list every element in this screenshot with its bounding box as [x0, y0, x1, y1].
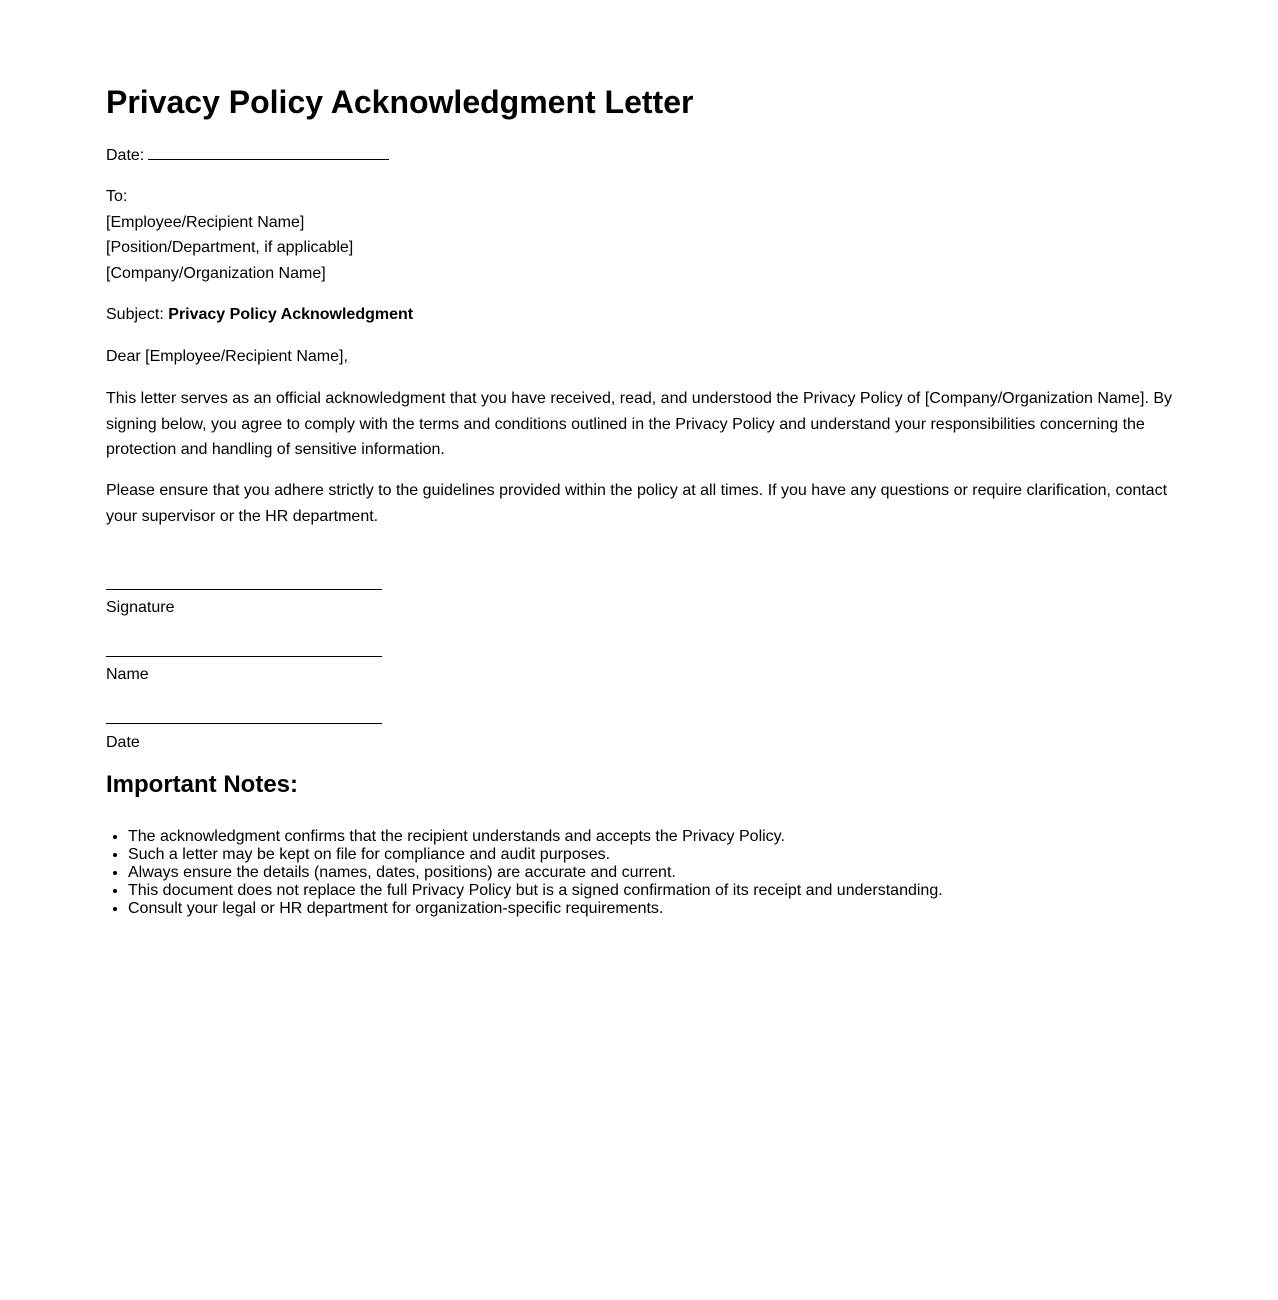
to-label: To: [106, 188, 128, 205]
page-title: Privacy Policy Acknowledgment Letter [106, 84, 694, 120]
notes-heading: Important Notes: [106, 771, 298, 798]
date-line [106, 144, 389, 166]
date-blank-line [148, 144, 389, 160]
list-item: • Consult your legal or HR department for organization-specific requirements. [128, 900, 943, 918]
body-paragraph-1: This letter serves as an official acknowledgment that you have received, read, and understood the Privacy Policy of [Company/Organization Name]. By signing below, you agree to comply with the terms and conditions outlined in the Privacy Policy and understand your responsibilities concerning the protection and handling of sensitive information. [106, 390, 1173, 459]
recipient-block [106, 184, 353, 286]
salutation: Dear [Employee/Recipient Name], [106, 348, 348, 365]
list-item: • This document does not replace the full Privacy Policy but is a signed confirmation of its receipt and understanding. [128, 882, 943, 900]
date-label: Date: [106, 147, 145, 164]
subject-label: Subject: [106, 306, 164, 323]
body-paragraph-2: Please ensure that you adhere strictly to the guidelines provided within the policy at all times. If you have any questions or require clarification, contact your supervisor or the HR department. [106, 482, 1168, 525]
subject-line [106, 302, 413, 328]
name-label: Name [106, 666, 149, 683]
name-blank-line [106, 656, 382, 657]
notes-list [106, 828, 943, 918]
recipient-name: [Employee/Recipient Name] [106, 213, 305, 231]
list-item: • Always ensure the details (names, dates, positions) are accurate and current. [128, 864, 943, 882]
list-item: • Such a letter may be kept on file for compliance and audit purposes. [128, 846, 943, 864]
subject-text: Privacy Policy Acknowledgment [168, 306, 414, 323]
recipient-company: [Company/Organization Name] [106, 264, 326, 282]
sign-date-label: Date [106, 734, 140, 751]
signature-blank-line [106, 589, 382, 590]
list-item: • The acknowledgment confirms that the recipient understands and accepts the Privacy Policy. [128, 828, 943, 846]
recipient-position: [Position/Department, if applicable] [106, 239, 354, 257]
signature-label: Signature [106, 599, 175, 616]
sign-date-blank-line [106, 723, 382, 724]
